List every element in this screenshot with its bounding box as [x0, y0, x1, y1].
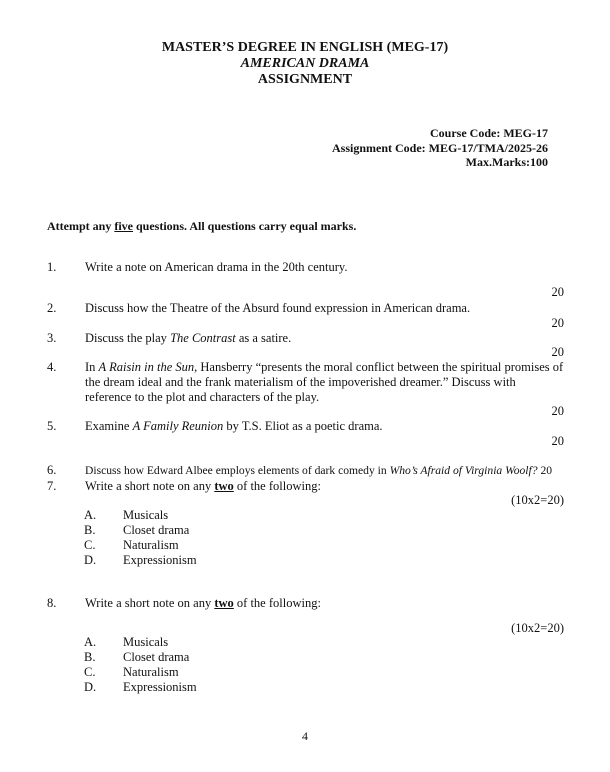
question-number: 5. — [47, 419, 57, 433]
question-number: 6. — [47, 463, 57, 477]
question-text — [85, 331, 565, 346]
option-letter: C. — [84, 665, 96, 679]
option-letter: B. — [84, 650, 96, 664]
work-title: A Raisin in the Sun, — [98, 360, 198, 374]
question-text-pre: Discuss the play — [85, 331, 171, 345]
question-number: 3. — [47, 331, 57, 345]
option-letter: A. — [84, 635, 97, 649]
question-text-post: by T.S. Eliot as a poetic drama. — [223, 419, 383, 433]
option-label: Naturalism — [123, 665, 179, 679]
question-4-marks: 20 — [551, 404, 564, 418]
work-title: A Family Reunion — [132, 419, 224, 433]
question-1-marks: 20 — [551, 285, 564, 299]
assignment-code: Assignment Code: MEG-17/TMA/2025-26 — [332, 140, 548, 155]
question-text-post: of the following: — [233, 596, 321, 610]
question-text — [85, 360, 565, 405]
question-2-marks: 20 — [551, 316, 564, 330]
question-number: 1. — [47, 260, 57, 274]
question-text — [85, 596, 565, 611]
course-subtitle: AMERICAN DRAMA — [240, 56, 370, 71]
question-text-post: of the following: — [233, 479, 321, 493]
question-text: Discuss how the Theatre of the Absurd found expression in American drama. — [85, 301, 471, 315]
option-letter: C. — [84, 538, 96, 552]
option-label: Musicals — [123, 508, 169, 522]
question-text-post: as a satire. — [235, 331, 292, 345]
page-title: MASTER’S DEGREE IN ENGLISH (MEG-17) — [161, 40, 449, 55]
question-text: Write a note on American drama in the 20th century. — [85, 260, 348, 274]
page-number: 4 — [302, 729, 308, 743]
question-number: 2. — [47, 301, 57, 315]
document-type: ASSIGNMENT — [257, 72, 353, 87]
instruction-pre: Attempt any — [47, 219, 115, 233]
question-text-pre: Examine — [85, 419, 133, 433]
option-label: Musicals — [123, 635, 169, 649]
question-8-marks: (10x2=20) — [511, 621, 564, 635]
question-3-marks: 20 — [551, 345, 564, 359]
question-text-post: 20 — [537, 464, 553, 477]
question-5-marks: 20 — [551, 434, 564, 448]
option-letter: D. — [84, 680, 97, 694]
option-letter: A. — [84, 508, 97, 522]
instruction-post: questions. All questions carry equal marks. — [132, 219, 357, 233]
document-header — [0, 40, 610, 88]
question-emphasis: two — [214, 596, 234, 610]
option-label: Naturalism — [123, 538, 179, 552]
question-number: 4. — [47, 360, 57, 374]
question-text-pre: Write a short note on any — [85, 479, 215, 493]
option-label: Expressionism — [123, 553, 197, 567]
instruction-text — [47, 219, 356, 234]
option-label: Closet drama — [123, 650, 190, 664]
option-letter: D. — [84, 553, 97, 567]
course-code: Course Code: MEG-17 — [430, 126, 548, 140]
max-marks: Max.Marks:100 — [465, 155, 548, 169]
question-text — [85, 419, 565, 434]
course-codes — [332, 126, 548, 170]
question-text-post: Hansberry “presents the moral conflict between the spiritual promises of the dream ideal and the frank materialism of the impoverished dreamer.” Discuss with reference to the plot and characters of the play. — [85, 360, 564, 404]
option-letter: B. — [84, 523, 96, 537]
question-text-pre: In — [85, 360, 99, 374]
question-text-pre: Write a short note on any — [85, 596, 215, 610]
work-title: The Contrast — [170, 331, 236, 345]
question-number: 7. — [47, 479, 57, 493]
question-7-marks: (10x2=20) — [511, 493, 564, 507]
question-number: 8. — [47, 596, 57, 610]
instruction-emphasis: five — [114, 219, 133, 233]
question-text — [85, 463, 575, 478]
option-label: Closet drama — [123, 523, 190, 537]
question-text-pre: Discuss how Edward Albee employs elements of dark comedy in — [85, 464, 390, 477]
option-label: Expressionism — [123, 680, 197, 694]
work-title: Who’s Afraid of Virginia Woolf? — [389, 464, 538, 477]
question-text — [85, 479, 565, 494]
question-emphasis: two — [214, 479, 234, 493]
